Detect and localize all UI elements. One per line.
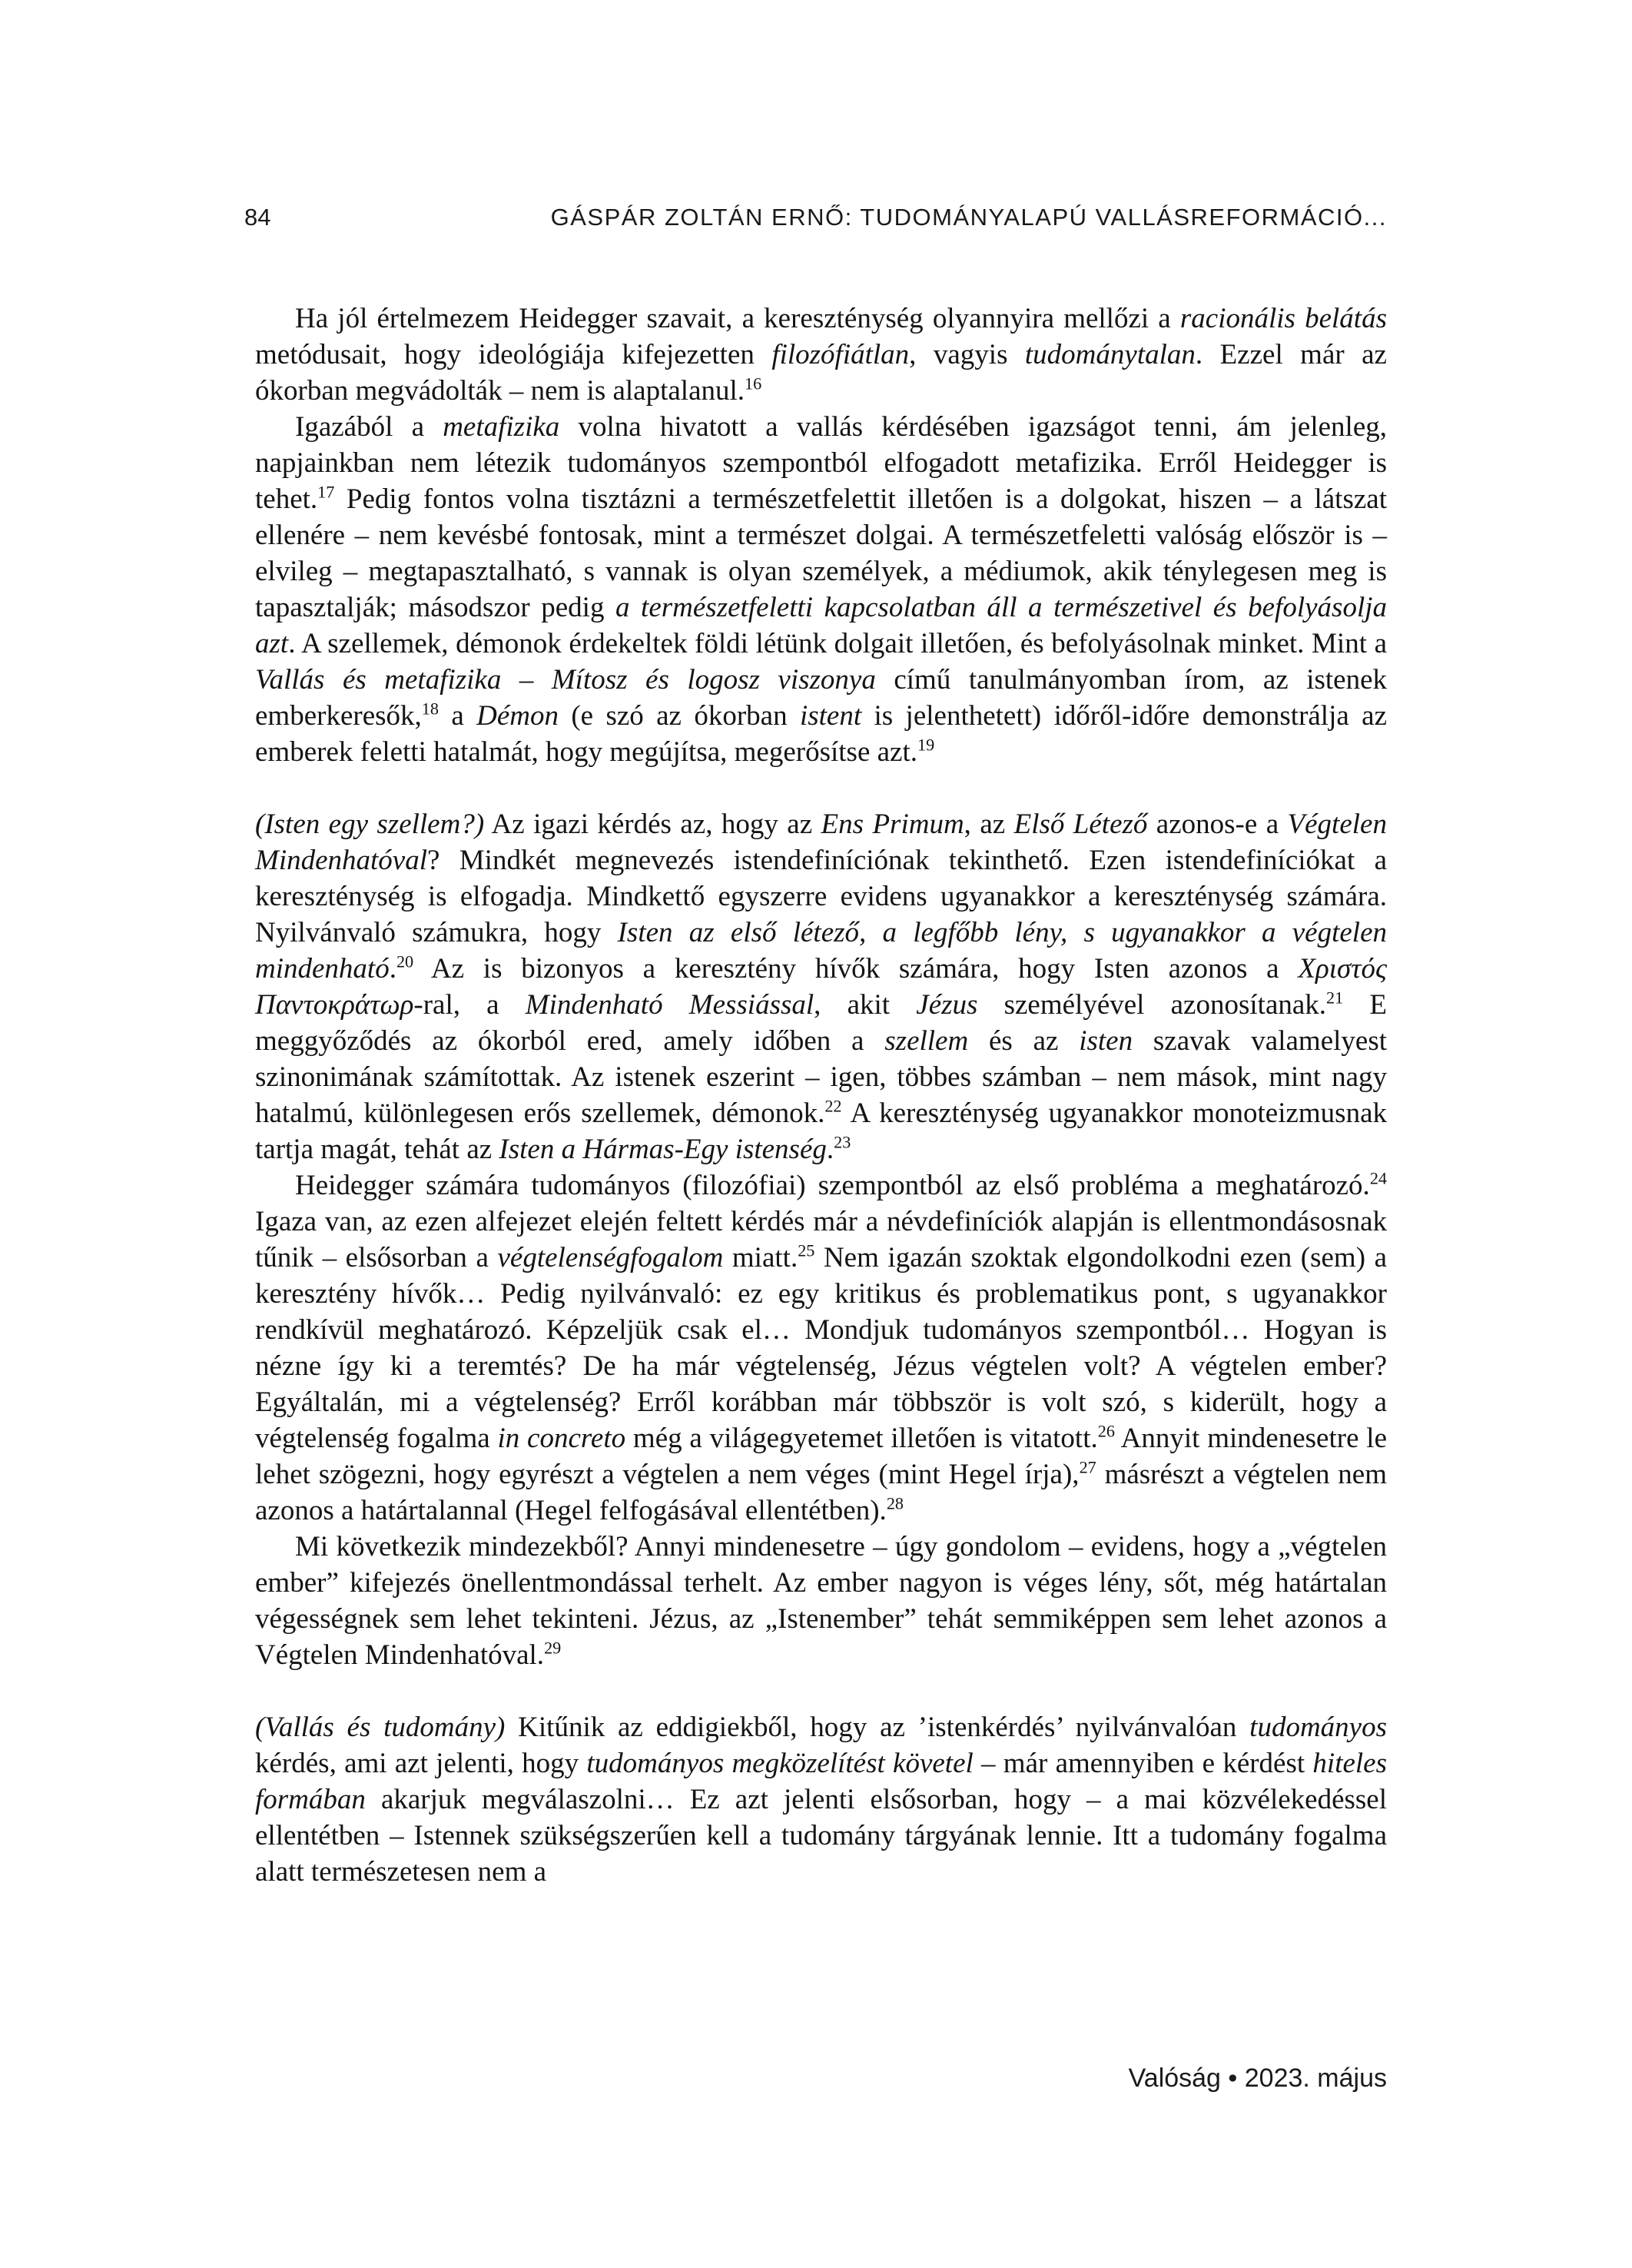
body-text-run: volna hivatott a vallás kérdésében igazságot tenni, ám jelenleg, napjainkban nem létezik tudományos szempontból elfogadott metafizika. Erről Heidegger is tehet. [255, 411, 1387, 515]
footnote-reference: 23 [834, 1132, 851, 1152]
body-text-run: másrészt a végtelen nem azonos a határtalannal (Hegel felfogásával ellentétben). [255, 1459, 1387, 1526]
footnote-reference: 28 [886, 1493, 904, 1513]
emphasis-text: Isten az első létező, a legfőbb lény, s ugyanakkor a végtelen mindenható [255, 917, 1387, 985]
footnote-reference: 16 [745, 374, 762, 393]
emphasis-text: Első Létező [1013, 809, 1148, 840]
emphasis-text: Vallás és metafizika – Mítosz és logosz viszonya [255, 664, 876, 696]
emphasis-text: szellem [884, 1025, 969, 1057]
emphasis-text: végtelenségfogalom [497, 1242, 724, 1273]
journal-issue-label: Valóság • 2023. május [1128, 2064, 1387, 2093]
running-title: GÁSPÁR ZOLTÁN ERNŐ: TUDOMÁNYALAPÚ VALLÁSREFORMÁCIÓ... [550, 204, 1387, 231]
page-footer [255, 2063, 1387, 2094]
emphasis-text: a természetfeletti kapcsolatban áll a természetivel és befolyásolja azt [255, 592, 1387, 659]
body-text-run: Pedig fontos volna tisztázni a természetfelettit illetően is a dolgokat, hiszen – a látszat ellenére – nem kevésbé fontosak, mint a természet dolgai. A természetfeletti valóság először is – elvileg – megtapasztalható, s vannak is olyan személyek, a médiumok, akik ténylegesen meg is tapasztalják; másodszor pedig [255, 483, 1387, 623]
body-text-run: személyével azonosítanak. [977, 989, 1327, 1021]
footnote-reference: 21 [1326, 988, 1344, 1008]
body-text-run: A kereszténység ugyanakkor monoteizmusnak tartja magát, tehát az [255, 1097, 1387, 1165]
footnote-reference: 24 [1369, 1168, 1387, 1188]
emphasis-text: Isten a Hármas-Egy istenség [499, 1134, 827, 1165]
footnote-reference: 19 [917, 735, 935, 755]
body-text-run: Heidegger számára tudományos (filozófiai) szempontból az első probléma a meghatározó. [295, 1170, 1370, 1201]
emphasis-text: in concreto [497, 1423, 626, 1454]
emphasis-text: Démon [476, 700, 559, 732]
footnote-reference: 26 [1097, 1421, 1115, 1441]
body-text-run: még a világegyetemet illetően is vitatott. [625, 1423, 1098, 1454]
emphasis-text: filozófiátlan [771, 339, 910, 370]
footnote-reference: 25 [798, 1240, 815, 1260]
body-text-run: . A szellemek, démonok érdekeltek földi létünk dolgait illetően, és befolyásolnak minket. Mint a [288, 628, 1387, 659]
paragraph [255, 1167, 1387, 1529]
body-text-run: Kitűnik az eddigiekből, hogy az ’istenkérdés’ nyilvánvalóan [505, 1712, 1250, 1743]
emphasis-text: tudományos megközelítést követel [586, 1748, 974, 1779]
emphasis-text: isten [1079, 1025, 1133, 1057]
emphasis-text: (Vallás és tudomány) [255, 1712, 506, 1743]
body-text-run: Nem igazán szoktak elgondolkodni ezen (sem) a keresztény hívők… Pedig nyilvánvaló: ez egy kritikus és problematikus pont, s ugyanakkor rendkívül meghatározó. Képzeljük csak el… Mondjuk tudományos szempontból… Hogyan is nézne így ki a teremtés? De ha már végtelenség, Jézus végtelen volt? A végtelen ember? Egyáltalán, mi a végtelenség? Erről korábban már többször is volt szó, s kiderült, hogy a végtelenség fogalma [255, 1242, 1388, 1454]
footnote-reference: 20 [396, 951, 414, 971]
body-text-run: és az [968, 1025, 1080, 1057]
body-text-run: kérdés, ami azt jelenti, hogy [255, 1748, 587, 1779]
page-header [244, 203, 1387, 235]
body-text-run: szavak valamelyest szinonimának számítottak. Az istenek eszerint – igen, többes számban – nem mások, mint nagy hatalmú, különlegesen erős szellemek, démonok. [255, 1025, 1388, 1129]
body-text-run: Igazából a [295, 411, 443, 443]
body-text-run: a [438, 700, 477, 732]
body-text-run: Az igazi kérdés az, hogy az [484, 809, 821, 840]
emphasis-text: hiteles formában [255, 1748, 1388, 1815]
body-text-run: Annyit mindenesetre le lehet szögezni, hogy egyrészt a végtelen a nem véges (mint Hegel írja), [255, 1423, 1387, 1490]
body-text-run: metódusait, hogy ideológiája kifejezetten [255, 339, 772, 370]
page-number: 84 [244, 204, 271, 231]
emphasis-text: (Isten egy szellem?) [255, 809, 485, 840]
body-text-run: , akit [814, 989, 917, 1021]
emphasis-text: istent [799, 700, 862, 732]
paragraph [255, 806, 1387, 1167]
body-text-run: (e szó az ókorban [558, 700, 800, 732]
paragraph [255, 301, 1387, 409]
body-text-run: . [826, 1134, 834, 1165]
body-text-run: is jelenthetett) időről-időre demonstrálja az emberek feletti hatalmát, hogy megújítsa, megerősítse azt. [255, 700, 1388, 768]
body-text-run: című tanulmányomban írom, az istenek emberkeresők, [255, 664, 1387, 732]
paragraph [255, 1709, 1387, 1890]
emphasis-text: Jézus [916, 989, 978, 1021]
body-text-run: Igaza van, az ezen alfejezet elején feltett kérdés már a névdefiníciók alapján is ellentmondásosnak tűnik – elsősorban a [255, 1206, 1387, 1273]
footnote-reference: 22 [824, 1096, 842, 1116]
body-text-run: azonos-e a [1147, 809, 1288, 840]
paragraph [255, 409, 1387, 770]
body-text-run: miatt. [723, 1242, 798, 1273]
footnote-reference: 27 [1079, 1457, 1096, 1477]
footnote-reference: 17 [317, 482, 335, 502]
body-text-run: -ral, a [413, 989, 526, 1021]
body-text-run: ? Mindkét megnevezés istendefiníciónak tekinthető. Ezen istendefiníciókat a kereszténység is elfogadja. Mindkettő egyszerre evidens ugyanakkor a kereszténység számára. Nyilvánvaló számukra, hogy [255, 845, 1387, 948]
footnote-reference: 18 [421, 699, 439, 719]
emphasis-text: tudománytalan [1024, 339, 1196, 370]
footnote-reference: 29 [544, 1638, 562, 1658]
body-text-run: akarjuk megválaszolni… Ez azt jelenti elsősorban, hogy – a mai közvélekedéssel ellentétben – Istennek szükségszerűen kell a tudomány tárgyának lennie. Itt a tudomány fogalma alatt természetesen nem a [255, 1784, 1387, 1888]
emphasis-text: Végtelen Mindenhatóval [255, 809, 1387, 876]
body-text-run: , az [964, 809, 1014, 840]
body-text-run: E meggyőződés az ókorból ered, amely időben a [255, 989, 1388, 1057]
body-text-run: , vagyis [909, 339, 1025, 370]
emphasis-text: Mindenható Messiással [525, 989, 814, 1021]
body-text-run: – már amennyiben e kérdést [973, 1748, 1313, 1779]
body-text-run: . [389, 953, 396, 985]
emphasis-text: Ens Primum [821, 809, 964, 840]
body-text-run: Ha jól értelmezem Heidegger szavait, a kereszténység olyannyira mellőzi a [295, 303, 1180, 334]
body-text-run: Mi következik mindezekből? Annyi mindenesetre – úgy gondolom – evidens, hogy a „végtelen ember” kifejezés önellentmondással terhelt. Az ember nagyon is véges lény, sőt, még határtalan végességnek sem lehet tekinteni. Jézus, az „Istenember” tehát semmiképpen sem lehet azonos a Végtelen Mindenhatóval. [255, 1531, 1387, 1671]
paragraph [255, 1529, 1387, 1673]
emphasis-text: Χριστός Παντοκράτωρ [255, 953, 1387, 1021]
body-text-run: . Ezzel már az ókorban megvádolták – nem is alaptalanul. [255, 339, 1387, 407]
emphasis-text: tudományos [1249, 1712, 1387, 1743]
body-paragraphs [255, 301, 1387, 1890]
body-text-run: Az is bizonyos a keresztény hívők számára, hogy Isten azonos a [413, 953, 1299, 985]
emphasis-text: racionális belátás [1179, 303, 1387, 334]
emphasis-text: metafizika [443, 411, 560, 443]
